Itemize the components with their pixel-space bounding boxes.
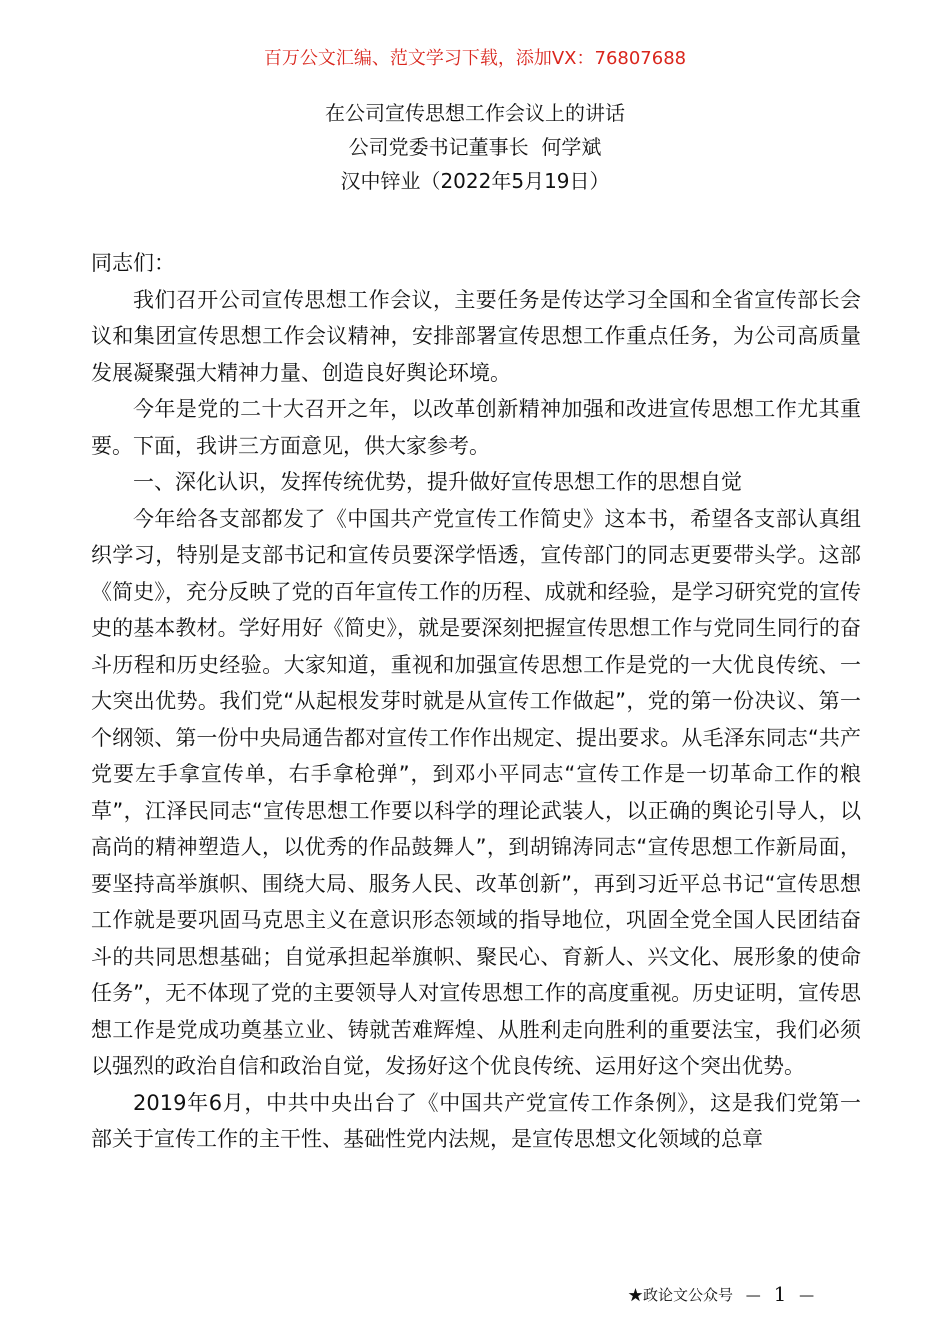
paragraph-regulation: 2019年6月，中共中央出台了《中国共产党宣传工作条例》，这是我们党第一部关于宣传工作的主干性、基础性党内法规，是宣传思想文化领域的总章 [91,1090,861,1151]
organization-date: 汉中锌业（2022年5月19日） [340,169,610,193]
footer-source: ★政论文公众号 [628,1286,734,1304]
watermark-banner: 百万公文汇编、范文学习下载，添加VX：76807688 [263,48,687,69]
paragraph-intro: 我们召开公司宣传思想工作会议，主要任务是传达学习全国和全省宣传部长会议和集团宣传思想工作会议精神，安排部署宣传思想工作重点任务，为公司高质量发展凝聚强大精神力量、创造良好舆论环境。 [91,287,861,385]
document-title: 在公司宣传思想工作会议上的讲话 [325,101,625,125]
paragraph-overview: 今年是党的二十大召开之年，以改革创新精神加强和改进宣传思想工作尤其重要。下面，我讲三方面意见，供大家参考。 [91,397,861,458]
paragraph-history: 今年给各支部都发了《中国共产党宣传工作简史》这本书，希望各支部认真组织学习，特别是支部书记和宣传员要深学悟透，宣传部门的同志更要带头学。这部《简史》，充分反映了党的百年宣传工作的历程、成就和经验，是学习研究党的宣传史的基本教材。学好用好《简史》，就是要深刻把握宣传思想工作与党同生同行的奋斗历程和历史经验。大家知道，重视和加强宣传思想工作是党的一大优良传统、一大突出优势。我们党“从起根发芽时就是从宣传工作做起”，党的第一份决议、第一个纲领、第一份中央局通告都对宣传工作作出规定、提出要求。从毛泽东同志“共产党要左手拿宣传单，右手拿枪弹”，到邓小平同志“宣传工作是一切革命工作的粮草”，江泽民同志“宣传思想工作要以科学的理论武装人，以正确的舆论引导人，以高尚的精神塑造人，以优秀的作品鼓舞人”，到胡锦涛同志“宣传思想工作新局面，要坚持高举旗帜、围绕大局、服务人民、改革创新”，再到习近平总书记“宣传思想工作就是要巩固马克思主义在意识形态领域的指导地位，巩固全党全国人民团结奋斗的共同思想基础；自觉承担起举旗帜、聚民心、育新人、兴文化、展形象的使命任务”，无不体现了党的主要领导人对宣传思想工作的高度重视。历史证明，宣传思想工作是党成功奠基立业、铸就苦难辉煌、从胜利走向胜利的重要法宝，我们必须以强烈的政治自信和政治自觉，发扬好这个优良传统、运用好这个突出优势。 [91,506,861,1078]
greeting: 同志们： [91,251,175,275]
document-header [0,96,950,198]
footer-dash-left: — [745,1286,761,1304]
speaker-line: 公司党委书记董事长 何学斌 [348,135,602,159]
page-number: 1 [773,1282,787,1306]
speech-body [91,245,861,1158]
footer-dash-right: — [799,1286,815,1304]
section-heading-1: 一、深化认识，发挥传统优势，提升做好宣传思想工作的思想自觉 [133,470,742,494]
page-footer [628,1283,814,1306]
